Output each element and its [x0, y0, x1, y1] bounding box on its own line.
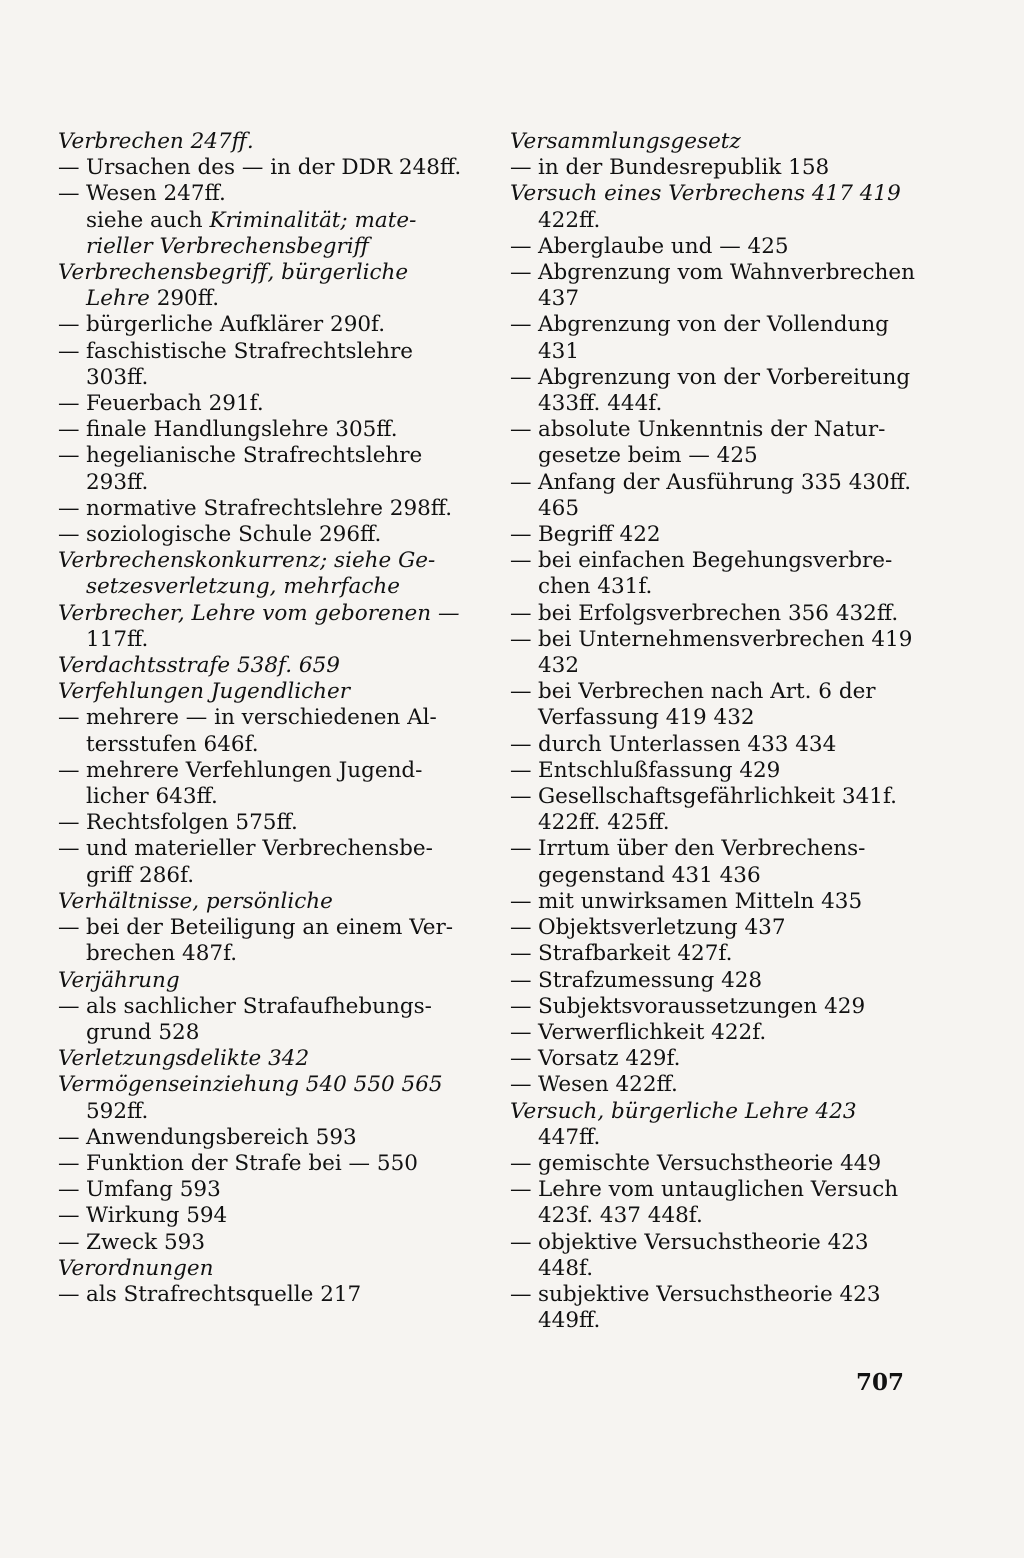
index-continuation	[58, 863, 453, 889]
subentry-dash: —	[510, 469, 532, 495]
index-continuation	[58, 365, 453, 391]
term-text: mit unwirksamen Mitteln 435	[538, 888, 863, 914]
index-continuation	[510, 810, 910, 836]
subentry-dash: —	[58, 1177, 80, 1203]
index-subentry	[510, 732, 910, 758]
index-subentry	[510, 1230, 910, 1256]
index-subentry	[58, 810, 453, 836]
term-italic: rieller Verbrechensbegriff	[86, 233, 369, 259]
subentry-dash: —	[58, 522, 80, 548]
term-text: licher 643ff.	[86, 784, 218, 810]
subentry-dash: —	[58, 495, 80, 521]
term-text: Anfang der Ausführung 335 430ff.	[538, 469, 912, 495]
term-text: Feuerbach 291f.	[86, 391, 264, 417]
subentry-dash: —	[510, 915, 532, 941]
subentry-dash: —	[510, 836, 532, 862]
index-subentry	[510, 312, 910, 338]
term-text: Begriff 422	[538, 522, 661, 548]
index-continuation	[510, 443, 910, 469]
term-text: 247ff.	[183, 129, 254, 154]
term-text: 303ff.	[86, 364, 149, 390]
term-text: tersstufen 646f.	[86, 731, 259, 757]
index-subentry	[510, 994, 910, 1020]
subentry-dash: —	[510, 679, 532, 705]
term-text: 117ff.	[86, 626, 149, 652]
term-text: Abgrenzung vom Wahnverbrechen	[538, 260, 915, 286]
index-subentry	[510, 1177, 910, 1203]
subentry-dash: —	[510, 155, 532, 181]
term-italic: Lehre	[86, 286, 150, 312]
term-text: Subjektsvoraussetzungen 429	[538, 993, 866, 1019]
index-subentry	[510, 758, 910, 784]
term-text: 342	[261, 1046, 310, 1072]
term-text: 423	[808, 1098, 857, 1124]
subentry-dash: —	[58, 836, 80, 862]
term-text: 448f.	[538, 1255, 594, 1281]
index-subentry	[58, 339, 453, 365]
subentry-dash: —	[58, 810, 80, 836]
index-continuation	[510, 653, 910, 679]
index-heading	[58, 653, 453, 679]
subentry-dash: —	[510, 1229, 532, 1255]
left-column	[58, 129, 462, 1308]
term-text: 465	[538, 495, 580, 521]
index-continuation	[58, 784, 453, 810]
index-continuation	[58, 1099, 453, 1125]
term-italic: Verbrechensbegriff, bürgerliche	[58, 260, 409, 286]
term-text: Funktion der Strafe bei — 550	[86, 1150, 418, 1176]
term-text: Abgrenzung von der Vorbereitung	[538, 364, 911, 390]
index-subentry	[58, 836, 453, 862]
right-column	[510, 129, 915, 1334]
index-continuation	[510, 705, 910, 731]
term-italic: Verletzungsdelikte	[58, 1046, 262, 1072]
index-heading	[58, 129, 453, 155]
subentry-dash: —	[510, 941, 532, 967]
index-subentry	[510, 548, 910, 574]
subentry-dash: —	[58, 1281, 80, 1307]
index-continuation	[58, 470, 453, 496]
subentry-dash: —	[58, 391, 80, 417]
subentry-dash: —	[510, 1281, 532, 1307]
index-subentry	[510, 1072, 910, 1098]
term-text: Strafbarkeit 427f.	[538, 941, 733, 967]
subentry-dash: —	[58, 312, 80, 338]
index-subentry	[510, 941, 910, 967]
term-text: Ursachen des — in der DDR 248ff.	[86, 155, 462, 181]
term-text: und materieller Verbrechensbe-	[86, 836, 433, 862]
term-text: bei Verbrechen nach Art. 6 der	[538, 679, 876, 705]
term-text: 540 550 565	[298, 1072, 443, 1098]
term-italic: Verjährung	[58, 967, 180, 993]
index-subentry	[510, 626, 913, 653]
index-subentry	[58, 1151, 453, 1177]
index-continuation	[58, 732, 453, 758]
index-heading	[58, 548, 453, 574]
term-text: durch Unterlassen 433 434	[538, 731, 837, 757]
subentry-dash: —	[510, 967, 532, 993]
term-text: Gesellschaftsgefährlichkeit 341f.	[538, 784, 897, 810]
subentry-dash: —	[58, 181, 80, 207]
term-text: 417 419	[805, 181, 901, 207]
subentry-dash: —	[58, 417, 80, 443]
index-subentry	[58, 1125, 453, 1151]
index-subentry	[58, 1230, 453, 1256]
term-text: griff 286f.	[86, 862, 195, 888]
index-subentry	[58, 155, 462, 181]
index-subentry	[58, 915, 453, 941]
index-heading	[510, 1099, 910, 1125]
term-text: 449ff.	[538, 1308, 601, 1334]
index-continuation	[58, 941, 453, 967]
subentry-dash: —	[510, 888, 532, 914]
term-italic: Verordnungen	[58, 1255, 214, 1281]
subentry-dash: —	[510, 757, 532, 783]
term-text: Aberglaube und — 425	[538, 233, 789, 259]
term-italic: Verbrechen	[58, 129, 184, 154]
term-text: normative Strafrechtslehre 298ff.	[86, 495, 453, 521]
term-italic: Versammlungsgesetz	[510, 129, 741, 154]
index-subentry	[510, 155, 910, 181]
term-text: Vorsatz 429f.	[538, 1046, 681, 1072]
term-text: in der Bundesrepublik 158	[538, 155, 830, 181]
term-italic: Versuch eines Verbrechens	[510, 181, 806, 207]
index-subentry	[510, 915, 910, 941]
subentry-dash: —	[510, 312, 532, 338]
term-text: 447ff.	[538, 1124, 601, 1150]
subentry-dash: —	[510, 1177, 532, 1203]
term-text: 431	[538, 338, 580, 364]
term-text: gegenstand 431 436	[538, 862, 761, 888]
index-subentry	[58, 1203, 453, 1229]
subentry-dash: —	[510, 417, 532, 443]
term-text: bürgerliche Aufklärer 290f.	[86, 312, 386, 338]
index-heading	[58, 1072, 453, 1098]
term-text: subjektive Versuchstheorie 423	[538, 1281, 881, 1307]
term-text: 423f. 437 448f.	[538, 1203, 703, 1229]
subentry-dash: —	[58, 443, 80, 469]
term-text: 290ff.	[149, 286, 220, 312]
term-italic: Kriminalität; mate-	[209, 207, 417, 233]
index-heading	[58, 260, 453, 286]
subentry-dash: —	[58, 1150, 80, 1176]
index-heading	[58, 679, 453, 705]
index-continuation	[58, 1020, 453, 1046]
index-subentry	[510, 1020, 910, 1046]
term-text: Umfang 593	[86, 1177, 221, 1203]
index-continuation	[510, 574, 910, 600]
term-italic: Vermögenseinziehung	[58, 1072, 299, 1098]
subentry-dash: —	[510, 626, 532, 652]
subentry-dash: —	[510, 993, 532, 1019]
subentry-dash: —	[510, 548, 532, 574]
subentry-dash: —	[58, 705, 80, 731]
term-text: hegelianische Strafrechtslehre	[86, 443, 423, 469]
term-text: —	[431, 600, 460, 626]
index-heading	[58, 1256, 453, 1282]
index-continuation	[510, 286, 910, 312]
term-text: Verwerflichkeit 422f.	[538, 1019, 767, 1045]
term-text: 437	[538, 286, 580, 312]
index-subentry	[58, 994, 453, 1020]
index-continuation	[510, 1256, 910, 1282]
term-italic: Ge-	[398, 548, 436, 574]
term-text: mehrere Verfehlungen Jugend-	[86, 757, 423, 783]
term-text: mehrere — in verschiedenen Al-	[86, 705, 437, 731]
index-subentry	[58, 443, 453, 469]
index-heading	[58, 1046, 453, 1072]
subentry-dash: —	[58, 1229, 80, 1255]
term-text: Rechtsfolgen 575ff.	[86, 810, 298, 836]
term-italic: Verbrecher, Lehre vom geborenen	[58, 600, 432, 626]
index-heading	[58, 600, 460, 627]
subentry-dash: —	[510, 1046, 532, 1072]
subentry-dash: —	[58, 1203, 80, 1229]
index-subentry	[58, 496, 453, 522]
term-text: bei Erfolgsverbrechen 356 432ff.	[538, 600, 899, 626]
term-text: 592ff.	[86, 1098, 149, 1124]
term-text: 293ff.	[86, 469, 149, 495]
index-subentry	[58, 312, 453, 338]
term-text: gesetze beim — 425	[538, 443, 758, 469]
term-text: Verfassung 419 432	[538, 705, 755, 731]
index-subentry	[58, 758, 453, 784]
index-continuation	[510, 1125, 910, 1151]
term-text: faschistische Strafrechtslehre	[86, 338, 414, 364]
index-continuation	[510, 1203, 910, 1229]
term-text: 432	[538, 653, 580, 679]
term-text: Objektsverletzung 437	[538, 915, 786, 941]
term-text: Zweck 593	[86, 1229, 206, 1255]
term-text: absolute Unkenntnis der Natur-	[538, 417, 886, 443]
index-heading	[510, 181, 910, 207]
term-italic: Verdachtsstrafe	[58, 653, 231, 679]
index-subentry	[58, 417, 453, 443]
index-subentry	[510, 1282, 910, 1308]
page-number: 707	[856, 1369, 905, 1396]
index-subentry	[510, 522, 910, 548]
term-italic: Verhältnisse, persönliche	[58, 888, 333, 914]
term-text: 538f. 659	[230, 653, 340, 679]
term-text: Irrtum über den Verbrechens-	[538, 836, 866, 862]
index-subentry	[510, 968, 910, 994]
term-text: Abgrenzung von der Vollendung	[538, 312, 889, 338]
subentry-dash: —	[510, 260, 532, 286]
index-subentry	[58, 391, 453, 417]
index-continuation	[510, 339, 910, 365]
subentry-dash: —	[510, 1150, 532, 1176]
index-subentry	[510, 1046, 910, 1072]
term-text: Wesen 422ff.	[538, 1072, 678, 1098]
index-continuation	[58, 208, 453, 234]
term-text: chen 431f.	[538, 574, 653, 600]
subentry-dash: —	[510, 1019, 532, 1045]
term-text: bei der Beteiligung an einem Ver-	[86, 915, 454, 941]
term-text: 433ff. 444f.	[538, 391, 663, 417]
index-subentry	[510, 889, 910, 915]
term-text: siehe auch	[86, 207, 210, 233]
term-text: als Strafrechtsquelle 217	[86, 1281, 362, 1307]
subentry-dash: —	[58, 155, 80, 181]
term-italic: Verbrechenskonkurrenz;	[58, 548, 328, 574]
index-subentry	[510, 836, 910, 862]
index-continuation	[58, 286, 453, 312]
term-text: siehe	[327, 548, 399, 574]
index-continuation	[510, 208, 910, 234]
index-continuation	[510, 391, 910, 417]
index-heading	[510, 129, 910, 155]
term-italic: Versuch, bürgerliche Lehre	[510, 1098, 809, 1124]
index-subentry	[510, 260, 915, 286]
index-subentry	[510, 1151, 910, 1177]
term-text: grund 528	[86, 1019, 200, 1045]
index-continuation	[58, 234, 453, 260]
subentry-dash: —	[510, 784, 532, 810]
index-continuation	[510, 1308, 910, 1334]
subentry-dash: —	[510, 364, 532, 390]
index-subentry	[58, 522, 453, 548]
index-subentry	[510, 784, 910, 810]
index-subentry	[510, 601, 910, 627]
index-subentry	[58, 181, 453, 207]
subentry-dash: —	[510, 600, 532, 626]
term-text: 422ff. 425ff.	[538, 810, 670, 836]
term-text: Entschlußfassung 429	[538, 757, 781, 783]
subentry-dash: —	[510, 522, 532, 548]
index-heading	[58, 889, 453, 915]
term-text: Anwendungsbereich 593	[86, 1124, 357, 1150]
term-text: Wesen 247ff.	[86, 181, 226, 207]
term-text: bei Unternehmensverbrechen 419	[538, 626, 913, 652]
term-text: bei einfachen Begehungsverbre-	[538, 548, 893, 574]
index-subentry	[58, 1177, 453, 1203]
index-subentry	[510, 234, 910, 260]
term-italic: setzesverletzung, mehrfache	[86, 574, 400, 600]
index-subentry	[58, 705, 453, 731]
index-continuation	[58, 574, 453, 600]
term-text: gemischte Versuchstheorie 449	[538, 1150, 882, 1176]
subentry-dash: —	[58, 757, 80, 783]
term-text: Strafzumessung 428	[538, 967, 763, 993]
subentry-dash: —	[510, 731, 532, 757]
subentry-dash: —	[58, 338, 80, 364]
index-subentry	[510, 470, 910, 496]
term-text: brechen 487f.	[86, 941, 238, 967]
subentry-dash: —	[510, 233, 532, 259]
term-text: Wirkung 594	[86, 1203, 228, 1229]
subentry-dash: —	[58, 1124, 80, 1150]
index-subentry	[510, 417, 910, 443]
index-heading	[58, 968, 453, 994]
index-continuation	[58, 627, 453, 653]
index-subentry	[510, 679, 910, 705]
subentry-dash: —	[510, 1072, 532, 1098]
term-text: finale Handlungslehre 305ff.	[86, 417, 398, 443]
subentry-dash: —	[58, 993, 80, 1019]
index-subentry	[58, 1282, 453, 1308]
index-subentry	[510, 365, 910, 391]
index-continuation	[510, 496, 910, 522]
term-text: soziologische Schule 296ff.	[86, 522, 382, 548]
term-italic: Verfehlungen Jugendlicher	[58, 679, 351, 705]
term-text: Lehre vom untauglichen Versuch	[538, 1177, 899, 1203]
index-continuation	[510, 863, 910, 889]
term-text: objektive Versuchstheorie 423	[538, 1229, 869, 1255]
term-text: 422ff.	[538, 207, 601, 233]
subentry-dash: —	[58, 915, 80, 941]
term-text: als sachlicher Strafaufhebungs-	[86, 993, 432, 1019]
